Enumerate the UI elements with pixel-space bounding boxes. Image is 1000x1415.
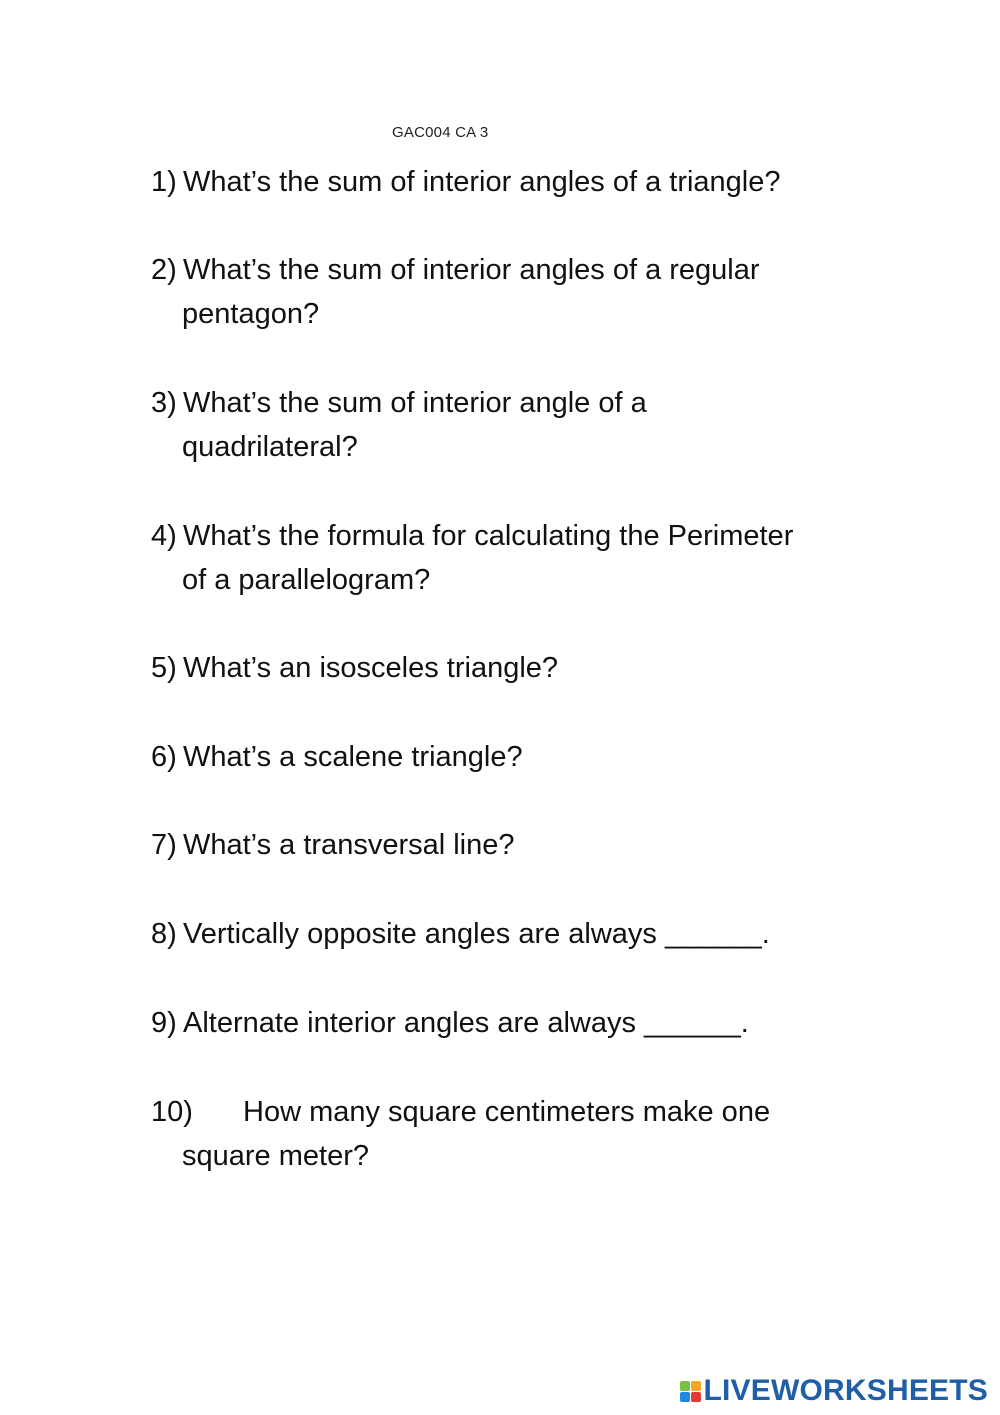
logo-cell-red: [691, 1392, 701, 1402]
question-number: 3): [151, 387, 177, 419]
question-text: What’s a scalene triangle?: [183, 741, 523, 773]
question-text: Vertically opposite angles are always ______.: [183, 918, 770, 950]
question-number: 8): [151, 918, 177, 950]
liveworksheets-logo-icon: [680, 1380, 702, 1402]
question-number: 4): [151, 520, 177, 552]
question-number: 7): [151, 829, 177, 861]
logo-cell-blue: [680, 1392, 690, 1402]
question-text: What’s the formula for calculating the Perimeter: [183, 520, 794, 552]
question-number: 6): [151, 741, 177, 773]
question-number: 5): [151, 652, 177, 684]
logo-cell-green: [680, 1381, 690, 1391]
question-7: [151, 823, 871, 867]
question-8: [151, 912, 871, 956]
question-text: What’s the sum of interior angles of a triangle?: [183, 166, 781, 198]
question-text: What’s an isosceles triangle?: [183, 652, 559, 684]
worksheet-code: GAC004 CA 3: [392, 124, 489, 141]
question-number: 2): [151, 254, 177, 286]
liveworksheets-logo: [680, 1374, 989, 1408]
question-4: [151, 514, 871, 602]
question-number: 10): [151, 1096, 193, 1128]
question-6: [151, 735, 871, 779]
question-text-continued: quadrilateral?: [182, 431, 358, 463]
question-5: [151, 646, 871, 690]
question-9: [151, 1001, 871, 1045]
liveworksheets-wordmark: LIVEWORKSHEETS: [703, 1374, 988, 1407]
question-1: [151, 160, 871, 204]
question-text-continued: square meter?: [182, 1140, 369, 1172]
question-text: What’s the sum of interior angles of a regular: [183, 254, 760, 286]
question-text: Alternate interior angles are always ______.: [183, 1007, 749, 1039]
question-text-continued: pentagon?: [182, 298, 320, 330]
question-text-continued: of a parallelogram?: [182, 564, 431, 596]
question-number: 1): [151, 166, 177, 198]
question-2: [151, 248, 871, 336]
question-3: [151, 381, 871, 469]
question-number: 9): [151, 1007, 177, 1039]
question-text: What’s the sum of interior angle of a: [183, 387, 647, 419]
question-10: [151, 1090, 871, 1178]
question-text: How many square centimeters make one: [243, 1096, 771, 1128]
logo-cell-orange: [691, 1381, 701, 1391]
question-text: What’s a transversal line?: [183, 829, 515, 861]
